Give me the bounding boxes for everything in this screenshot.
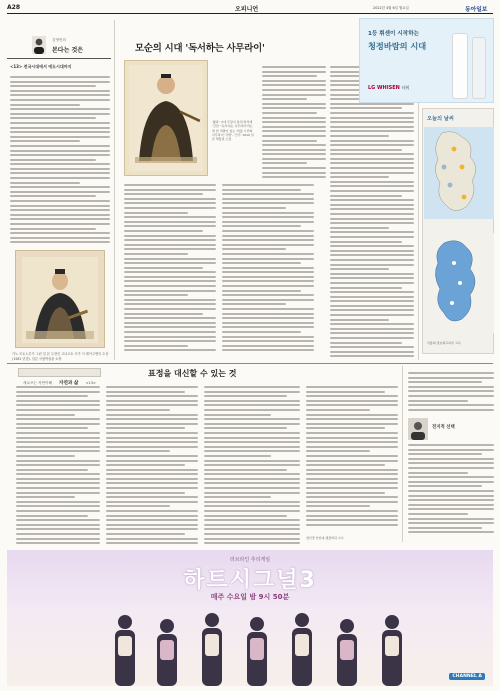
sumo-caption: '왕과' 시대 무장이 통치 방식에 '건전' '독서'하는 사무라이'라는 말 한 처방이 있는 '비틀 시련의 사무라이 '국방', '건주' 1610 일본 박물관 소장 (212, 120, 254, 142)
weather-map-bottom (424, 233, 494, 333)
brand-name: LG WHISEN (368, 85, 400, 91)
weather-box (422, 108, 494, 354)
column2-series: 새로쓰는 자연이해 (23, 381, 52, 385)
column2-body-b (106, 386, 198, 546)
column2-number: <13> (85, 381, 97, 385)
column-author: 김영민의 (52, 38, 66, 42)
side-caption: 전지적 선택 (432, 425, 455, 430)
ad2-small-title: 러브라인 추리게임 (229, 557, 271, 563)
column2-author: 자연과 삶 (59, 381, 79, 386)
samurai-painting (15, 250, 105, 348)
masthead-logo: 동아일보 (465, 7, 488, 13)
ad2-title: 하트시그널3 (183, 568, 317, 593)
column-portrait (32, 36, 46, 54)
column2-title: 표정을 대신할 수 있는 것 (148, 369, 237, 378)
page-number: A28 (7, 4, 20, 11)
weather-title: 오늘의 날씨 (427, 116, 454, 122)
section-divider (7, 363, 493, 364)
channel-logo: CHANNEL A (449, 673, 485, 680)
side-body (408, 444, 494, 538)
essay1-body-a (124, 184, 216, 358)
column-title: 본다는 것은 (52, 47, 84, 54)
column2-body-d (306, 386, 398, 532)
column2-series-badge (18, 368, 101, 386)
header-rule (7, 13, 493, 14)
issue-date: 2022년 4월 6일 월요일 (373, 6, 409, 10)
column2-signature: 정인경 인천대 생물학과 교수 (306, 536, 344, 540)
ad-subheadline: 청정바람의 시대 (368, 41, 427, 51)
ad-headline: 1등 휘센이 시작하는 (368, 31, 420, 37)
essay-title: 모순의 시대 '독서하는 사무라이' (135, 43, 265, 54)
essay1-body-c (262, 66, 326, 182)
cast-illustration (7, 606, 493, 686)
column-separator-3 (402, 366, 403, 542)
column2-body-a (16, 386, 100, 546)
sumo-illustration (124, 60, 208, 176)
essay1-body-b (222, 184, 314, 358)
column1-rule (7, 58, 111, 59)
air-tower-product (452, 33, 468, 99)
column-separator-1 (114, 20, 115, 360)
air-tower-product-2 (472, 37, 486, 99)
weather-note: 서울의 정보와고하루 고수 (427, 341, 461, 345)
whisen-logo (368, 85, 409, 91)
weather-map-top (424, 127, 494, 219)
essay1-body-d (330, 66, 414, 358)
brand-sub: 타워 (401, 85, 410, 90)
page-header (7, 4, 493, 13)
ad2-schedule: 매주 수요일 밤 9시 50분 (210, 593, 290, 601)
side-body-top (408, 372, 494, 414)
side-photo (408, 418, 428, 440)
column-subtitle: <13> 전국시대에서 에도시대까지 (10, 64, 72, 69)
heart-signal-ad[interactable] (7, 550, 493, 686)
column1-body (10, 76, 110, 246)
whisen-ad[interactable] (359, 18, 494, 103)
column2-body-c (204, 386, 300, 546)
samurai-caption: 가노 모토노부가 그린 일 본 무장인 고녀오토 사카 이 레이고엔의 초상(1582 년경). 일본 국립박물관 소장 (12, 352, 109, 361)
section-label: 오피니언 (235, 6, 259, 13)
